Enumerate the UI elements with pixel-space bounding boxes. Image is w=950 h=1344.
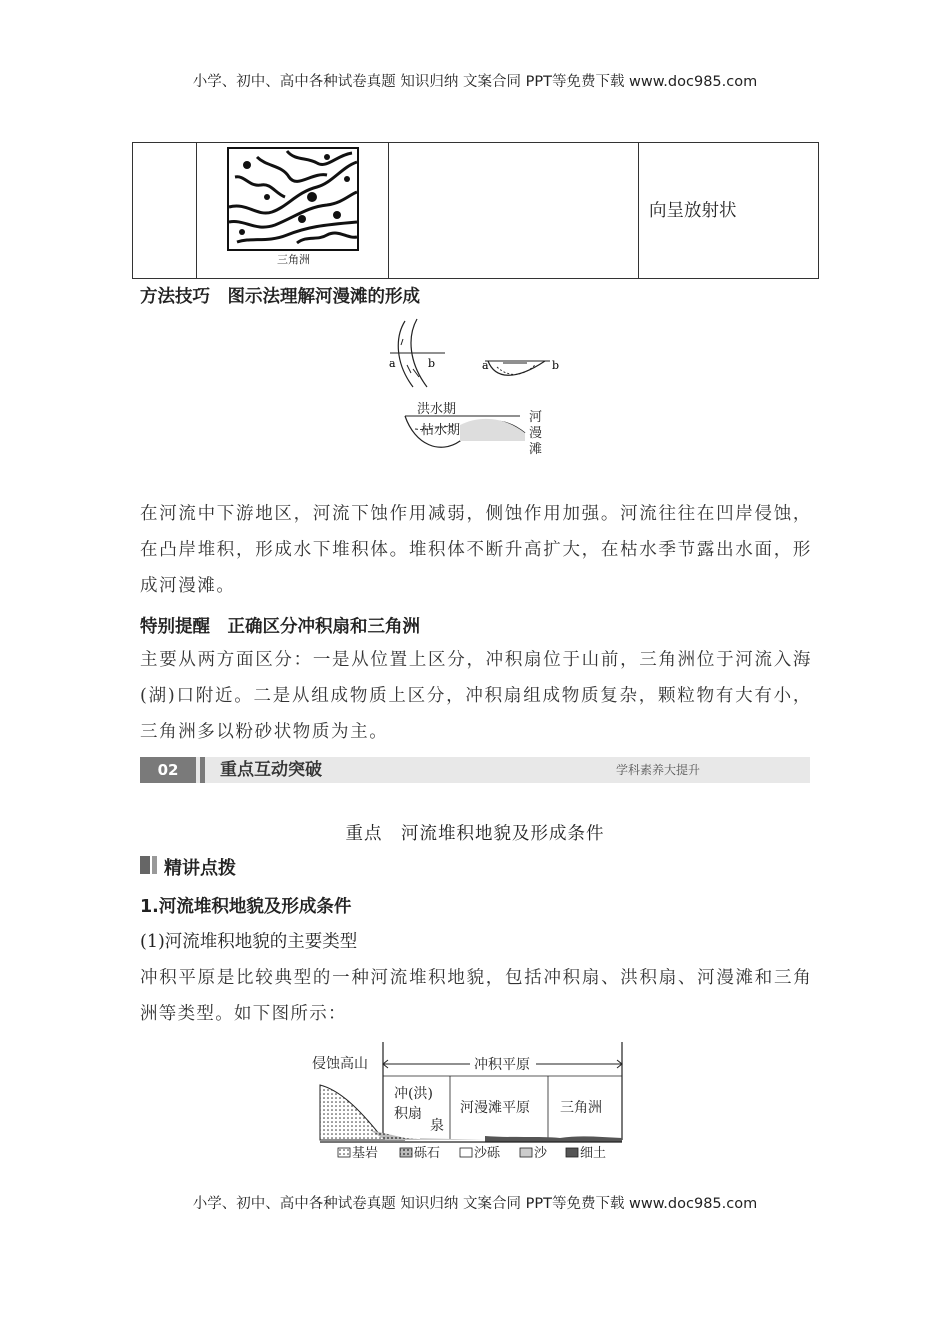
subsection-marker-icon-2 <box>152 856 157 874</box>
floodplain-label-3: 滩 <box>529 442 543 457</box>
label-a2: a <box>482 359 489 372</box>
label-a1: a <box>389 357 396 370</box>
item-1-1-heading: (1)河流堆积地貌的主要类型 <box>140 932 358 952</box>
label-spring: 泉 <box>430 1118 444 1134</box>
footer-watermark: 小学、初中、高中各种试卷真题 知识归纳 文案合同 PPT等免费下载 www.doc985.com <box>192 1196 758 1212</box>
alluvial-plain-diagram <box>310 1040 635 1165</box>
label-delta: 三角洲 <box>560 1100 602 1116</box>
reminder-paragraph: 主要从两方面区分：一是从位置上区分，冲积扇位于山前，三角洲位于河流入海(湖)口附近。二是从组成物质上区分，冲积扇组成物质复杂，颗粒物有大有小，三角洲多以粉砂状物质为主。 <box>140 650 812 742</box>
key-point-paragraph: 冲积平原是比较典型的一种河流堆积地貌，包括冲积扇、洪积扇、河漫滩和三角洲等类型。如下图所示： <box>140 968 812 1024</box>
label-mountain: 侵蚀高山 <box>312 1056 368 1072</box>
legend-sand: 沙 <box>534 1146 548 1161</box>
image-caption: 三角洲 <box>277 253 310 266</box>
section-number: 02 <box>140 757 196 783</box>
floodplain-label-1: 河 <box>529 410 543 425</box>
header-watermark: 小学、初中、高中各种试卷真题 知识归纳 文案合同 PPT等免费下载 www.doc985.com <box>192 74 758 90</box>
key-point-title: 重点 河流堆积地貌及形成条件 <box>345 824 605 844</box>
table-cell-image <box>196 142 389 279</box>
legend-sandy-gravel: 沙砾 <box>474 1146 501 1161</box>
label-alluvial-plain: 冲积平原 <box>474 1057 530 1073</box>
label-floodplain: 河漫滩平原 <box>460 1100 530 1116</box>
dry-label: 枯水期 <box>421 423 461 438</box>
subsection-title: 精讲点拨 <box>164 858 236 879</box>
section-divider <box>200 757 205 783</box>
item-1-heading: 1.河流堆积地貌及形成条件 <box>140 897 352 917</box>
floodplain-label-2: 漫 <box>529 426 543 441</box>
label-b2: b <box>552 359 560 372</box>
section-title: 重点互动突破 <box>220 760 322 780</box>
method-paragraph: 在河流中下游地区，河流下蚀作用减弱，侧蚀作用加强。河流往往在凹岸侵蚀，在凸岸堆积，形成水下堆积体。堆积体不断升高扩大，在枯水季节露出水面，形成河漫滩。 <box>140 504 812 596</box>
label-b1: b <box>428 357 436 370</box>
reminder-heading: 特别提醒 正确区分冲积扇和三角洲 <box>140 617 420 637</box>
table-cell-1 <box>132 142 197 279</box>
floodplain-formation-diagram <box>385 315 575 465</box>
flood-label: 洪水期 <box>417 402 457 417</box>
section-bar <box>140 757 810 783</box>
delta-map-image <box>227 147 359 251</box>
table-cell-3 <box>388 142 639 279</box>
legend-bedrock: 基岩 <box>352 1146 379 1161</box>
subsection-marker-icon <box>140 856 150 874</box>
legend <box>338 1145 606 1161</box>
label-fan-2: 积扇 <box>394 1106 422 1122</box>
cell-text: 向呈放射状 <box>649 201 737 221</box>
method-heading: 方法技巧 图示法理解河漫滩的形成 <box>140 287 420 307</box>
label-fan-1: 冲(洪) <box>394 1086 433 1102</box>
table-cell-4 <box>638 142 819 279</box>
section-subtitle: 学科素养大提升 <box>616 763 701 777</box>
legend-fine-soil: 细土 <box>580 1146 607 1161</box>
legend-gravel: 砾石 <box>414 1146 441 1161</box>
